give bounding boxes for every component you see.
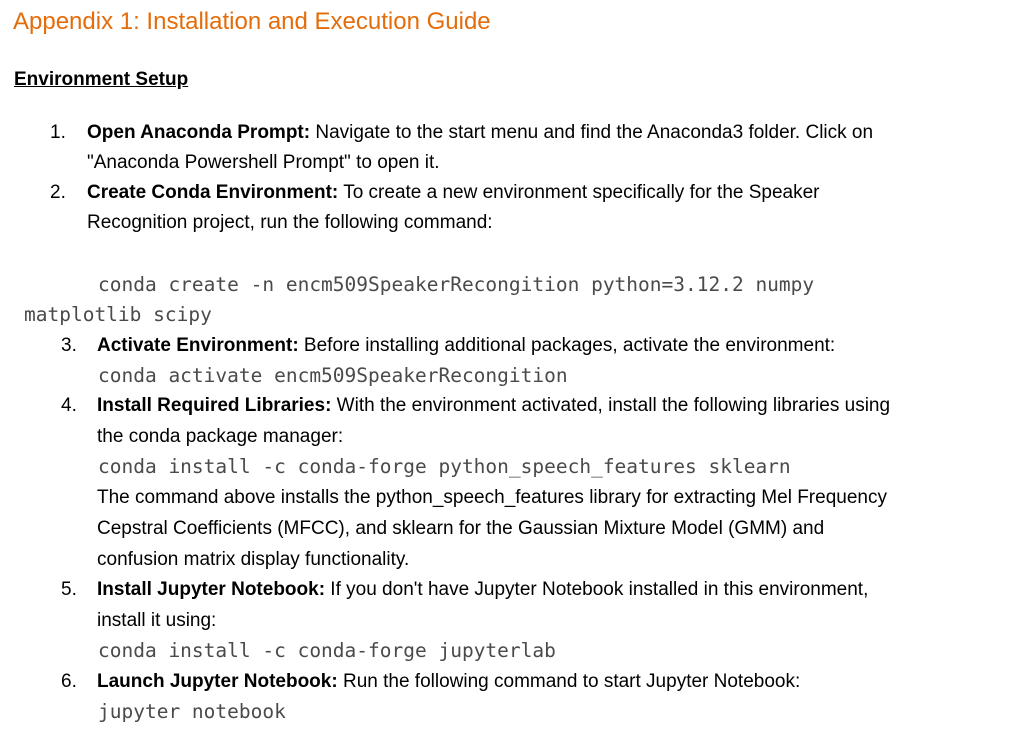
step-number: 6.: [61, 671, 77, 692]
step-number: 1.: [50, 122, 66, 143]
step-text: "Anaconda Powershell Prompt" to open it.: [87, 152, 440, 173]
code-command: conda install -c conda-forge python_speech_features sklearn: [98, 455, 791, 478]
step-text: To create a new environment specifically for the Speaker: [338, 182, 820, 203]
step-3-line-1: [97, 331, 835, 361]
step-number: 3.: [61, 335, 77, 356]
step-label: Launch Jupyter Notebook:: [97, 671, 338, 692]
step-2-line-1: [87, 178, 820, 208]
code-command: conda create -n encm509SpeakerRecongition python=3.12.2 numpy: [98, 273, 815, 296]
step-text: If you don't have Jupyter Notebook installed in this environment,: [325, 579, 869, 600]
step-number: 5.: [61, 579, 77, 600]
step-number: 2.: [50, 182, 66, 203]
step-text: With the environment activated, install the following libraries using: [331, 395, 891, 416]
section-heading-environment-setup: Environment Setup: [14, 69, 189, 90]
step-label: Install Jupyter Notebook:: [97, 579, 326, 600]
step-label: Open Anaconda Prompt:: [87, 122, 311, 143]
step-note: confusion matrix display functionality.: [97, 549, 410, 570]
step-note: Cepstral Coefficients (MFCC), and sklearn for the Gaussian Mixture Model (GMM) and: [97, 518, 825, 539]
step-6-line-1: [97, 667, 800, 697]
step-note: The command above installs the python_speech_features library for extracting Mel Frequency: [97, 487, 887, 508]
step-label: Create Conda Environment:: [87, 182, 339, 203]
step-number: 4.: [61, 395, 77, 416]
code-command: conda activate encm509SpeakerRecongition: [98, 364, 568, 387]
step-text: Run the following command to start Jupyter Notebook:: [337, 671, 801, 692]
page-title: Appendix 1: Installation and Execution Guide: [13, 8, 491, 35]
step-label: Activate Environment:: [97, 335, 299, 356]
step-text: install it using:: [97, 610, 217, 631]
step-text: the conda package manager:: [97, 426, 344, 447]
step-text: Recognition project, run the following command:: [87, 212, 493, 233]
step-5-line-1: [97, 575, 868, 605]
step-text: Before installing additional packages, activate the environment:: [298, 335, 836, 356]
code-command: conda install -c conda-forge jupyterlab: [98, 639, 556, 662]
code-command-continued: matplotlib scipy: [24, 303, 212, 326]
code-command: jupyter notebook: [98, 700, 286, 723]
step-label: Install Required Libraries:: [97, 395, 332, 416]
step-4-line-1: [97, 391, 890, 421]
step-1-line-1: [87, 118, 873, 148]
step-text: Navigate to the start menu and find the Anaconda3 folder. Click on: [310, 122, 874, 143]
